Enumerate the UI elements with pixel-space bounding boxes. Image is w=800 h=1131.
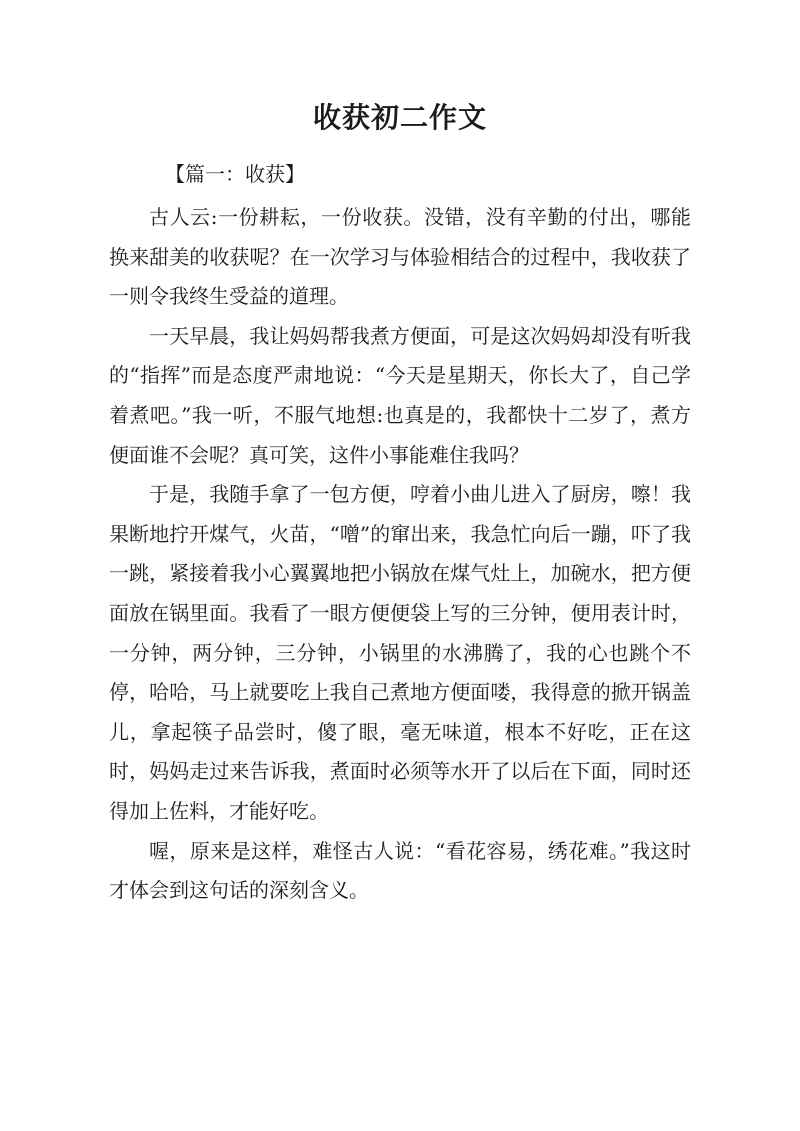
paragraph-4: 喔，原来是这样，难怪古人说：“看花容易，绣花难。”我这时才体会到这句话的深刻含义。 (109, 838, 691, 903)
document-body (109, 198, 691, 911)
document-title: 收获初二作文 (312, 101, 487, 134)
section-heading: 【篇一：收获】 (165, 162, 305, 186)
paragraph-2: 一天早晨，我让妈妈帮我煮方便面，可是这次妈妈却没有听我的“指挥”而是态度严肃地说：“今天是星期天，你长大了，自己学着煮吧。”我一听，不服气地想:也真是的，我都快十二岁了，煮方便面谁不会呢？真可笑，这件小事能难住我吗？ (109, 323, 691, 467)
paragraph-3: 于是，我随手拿了一包方便，哼着小曲儿进入了厨房，嚓！我果断地拧开煤气，火苗，“噌”的窜出来，我急忙向后一蹦，吓了我一跳，紧接着我小心翼翼地把小锅放在煤气灶上，加碗水，把方便面放在锅里面。我看了一眼方便便袋上写的三分钟，便用表计时，一分钟，两分钟，三分钟，小锅里的水沸腾了，我的心也跳个不停，哈哈，马上就要吃上我自己煮地方便面喽，我得意的掀开锅盖儿，拿起筷子品尝时，傻了眼，毫无味道，根本不好吃，正在这时，妈妈走过来告诉我，煮面时必须等水开了以后在下面，同时还得加上佐料，才能好吃。 (109, 482, 691, 823)
paragraph-1: 古人云:一份耕耘，一份收获。没错，没有辛勤的付出，哪能换来甜美的收获呢？在一次学习与体验相结合的过程中，我收获了一则令我终生受益的道理。 (109, 205, 691, 309)
